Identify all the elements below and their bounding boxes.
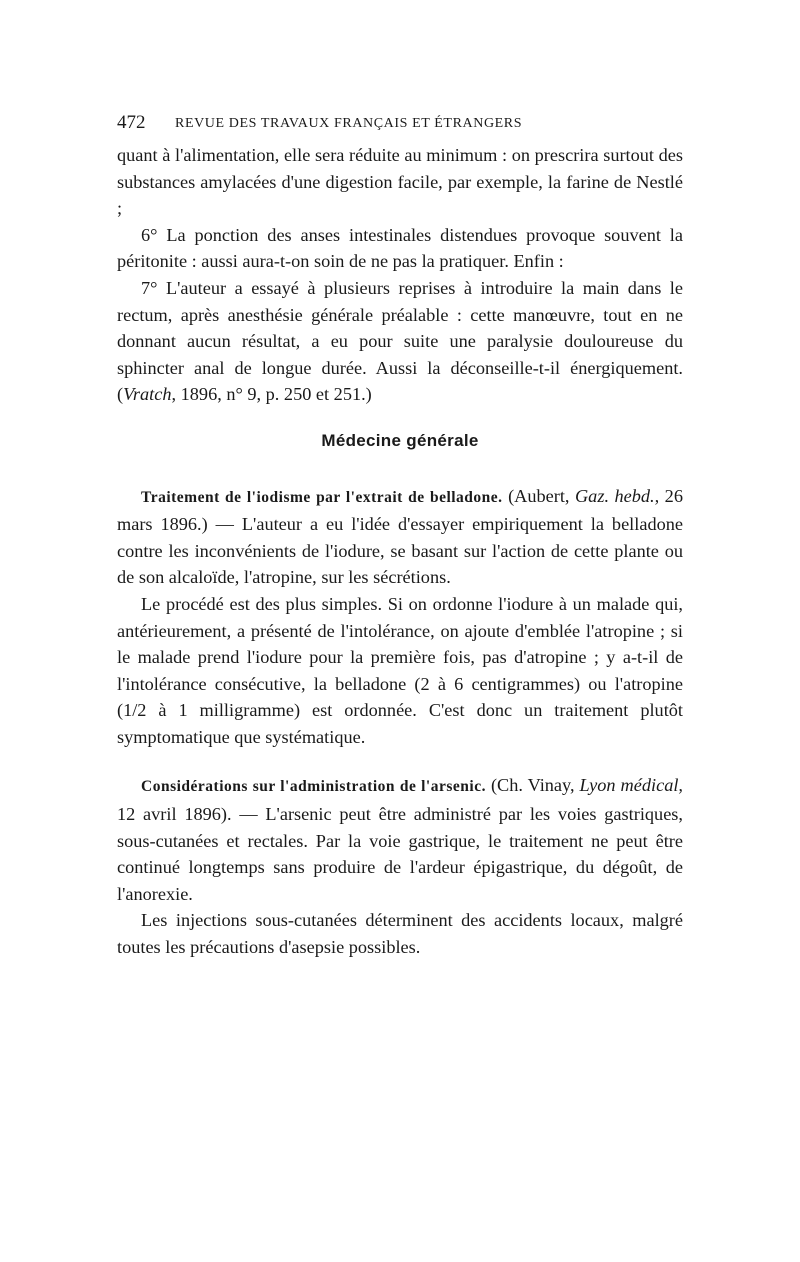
paragraph-point-7	[117, 275, 683, 408]
body-text	[117, 142, 683, 961]
article-1-title: Traitement de l'iodisme par l'extrait de belladone.	[141, 488, 503, 506]
article-1-lead	[117, 483, 683, 591]
spacer	[117, 750, 683, 772]
section-title: Médecine générale	[321, 430, 479, 450]
article-2-paragraph-2: Les injections sous-cutanées déterminent des accidents locaux, malgré toutes les précautions d'asepsie possibles.	[117, 910, 683, 958]
article-2-title: Considérations sur l'administration de l'arsenic.	[141, 778, 486, 796]
article-1-text: 26 mars 1896.) — L'auteur a eu l'idée d'essayer empiriquement la belladone contre les inconvénients de l'iodure, se basant sur l'action de cette plante ou de son alcaloïde, l'atropine, sur les sécrétions.	[117, 485, 683, 588]
running-head	[117, 112, 683, 142]
article-1-author: (Aubert,	[508, 485, 575, 506]
paragraph-continuation: quant à l'alimentation, elle sera réduite au minimum : on prescrira surtout des substances amylacées d'une digestion facile, par exemple, la farine de Nestlé ;	[117, 145, 683, 219]
page	[117, 112, 683, 961]
point-7-text: 7° L'auteur a essayé à plusieurs reprises à introduire la main dans le rectum, après anesthésie générale préalable : cette manœuvre, tout en ne donnant aucun résultat, a eu pour suite une paralysie douloureuse du sphincter anal de longue durée. Aussi la déconseille-t-il énergiquement. (	[117, 277, 683, 405]
article-1-journal: Gaz. hebd.,	[574, 485, 660, 506]
point-7-reference: , 1896, n° 9, p. 250 et 251.)	[171, 384, 372, 405]
article-2-text: 12 avril 1896). — L'arsenic peut être administré par les voies gastriques, sous-cutanées et rectales. Par la voie gastrique, le traitement ne peut être continué longtemps sans produire de l'ardeur épigastrique, du dégoût, de l'anorexie.	[117, 804, 683, 904]
paragraph-point-6: 6° La ponction des anses intestinales distendues provoque souvent la péritonite : aussi aura-t-on soin de ne pas la pratiquer. Enfin :	[117, 224, 683, 272]
article-2-author: (Ch. Vinay,	[485, 775, 580, 796]
article-1-paragraph-2: Le procédé est des plus simples. Si on ordonne l'iodure à un malade qui, antérieurement, a présenté de l'intolérance, on ajoute d'emblée l'atropine ; si le malade prend l'iodure pour la première fois, pas d'atropine ; y a-t-il de l'intolérance consécutive, la belladone (2 à 6 centigrammes) ou l'atropine (1/2 à 1 milligramme) est ordonnée. C'est donc un traitement plutôt symptomatique que systématique.	[117, 593, 683, 747]
running-title: REVUE DES TRAVAUX FRANÇAIS ET ÉTRANGERS	[175, 116, 523, 131]
point-7-journal: Vratch	[123, 384, 172, 405]
page-number: 472	[117, 112, 146, 133]
article-2-journal: Lyon médical,	[579, 775, 683, 796]
article-2-lead	[117, 772, 683, 907]
